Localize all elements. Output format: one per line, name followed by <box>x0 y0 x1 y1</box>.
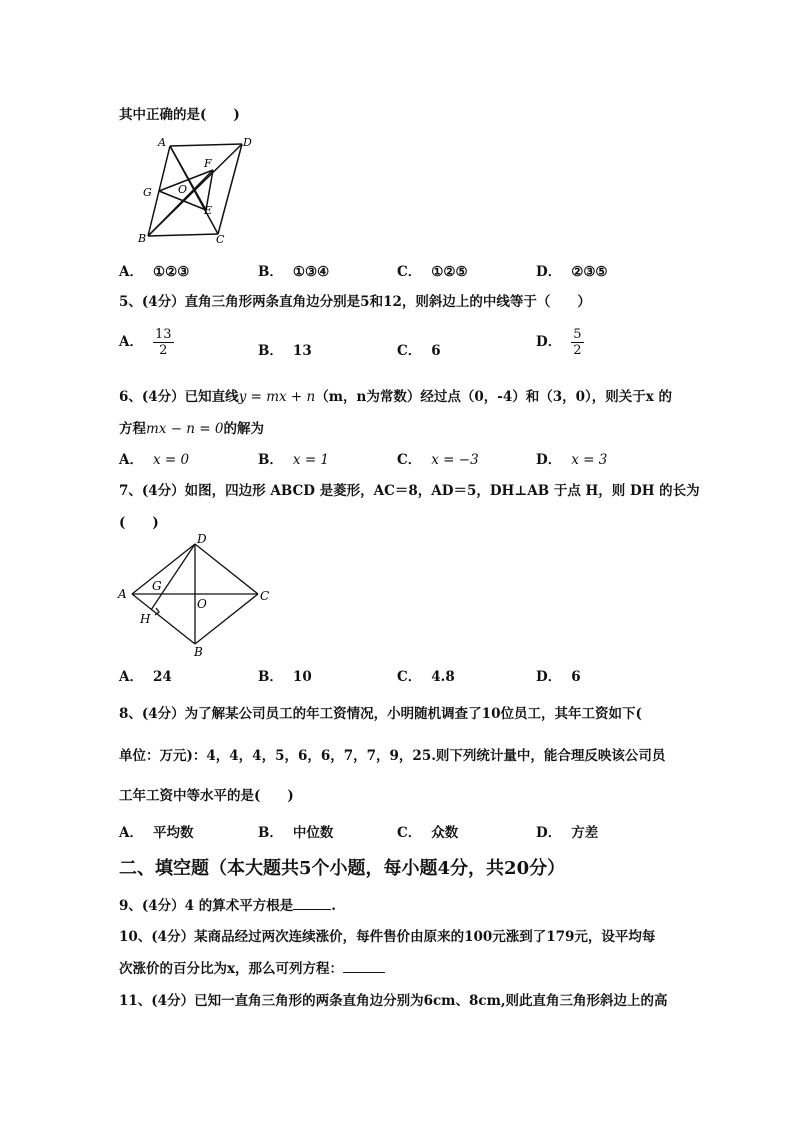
q7-label-c: C <box>260 589 270 603</box>
q8-line-1: 8、(4分）为了解某公司员工的年工资情况，小明随机调查了10位员工，其年工资如下( <box>119 706 642 722</box>
q5-option-c[interactable]: C． 6 <box>397 343 441 359</box>
q7-option-d[interactable]: D． 6 <box>536 669 581 685</box>
q4-label-o: O <box>178 183 188 196</box>
q7-label-d: D <box>197 532 207 546</box>
q7-figure <box>115 530 280 658</box>
q6-line-2: 方程mx − n = 0的解为 <box>119 421 264 437</box>
section-2-heading: 二、填空题（本大题共5个小题，每小题4分，共20分） <box>119 858 566 879</box>
q4-figure <box>138 130 258 248</box>
q7-option-b[interactable]: B． 10 <box>258 669 312 685</box>
q7-label-h: H <box>140 612 151 626</box>
q4-option-a[interactable]: A． ①②③ <box>119 264 190 280</box>
q7-line-1: 7、(4分）如图，四边形 ABCD 是菱形，AC＝8，AD＝5，DH⊥AB 于点 H，则 DH 的长为 <box>119 483 700 499</box>
q4-label-d: D <box>243 136 252 149</box>
q11-line-1: 11、(4分）已知一直角三角形的两条直角边分别为6cm、8cm,则此直角三角形斜边上的高 <box>119 993 668 1009</box>
q6-option-c[interactable]: C． x = −3 <box>397 452 479 468</box>
q10-line-1: 10、(4分）某商品经过两次连续涨价，每件售价由原来的100元涨到了179元，设平均每 <box>119 929 656 945</box>
q8-option-d[interactable]: D． 方差 <box>536 825 599 841</box>
q7-option-c[interactable]: C． 4.8 <box>397 669 455 685</box>
q9-stem: 9、(4分）4 的算术平方根是 . <box>119 898 336 914</box>
q8-line-3: 工年工资中等水平的是( ) <box>119 788 294 804</box>
q7-label-b: B <box>194 645 203 658</box>
q4-label-f: F <box>204 157 212 170</box>
q10-line-2: 次涨价的百分比为x，那么可列方程： <box>119 957 385 977</box>
q5-option-a[interactable]: A． $\frac{13}{2}$ <box>119 327 172 358</box>
q7-option-a[interactable]: A． 24 <box>119 669 172 685</box>
q6-line-equation: y = mx + n <box>238 389 316 405</box>
q8-option-c[interactable]: C． 众数 <box>397 825 459 841</box>
q8-option-b[interactable]: B． 中位数 <box>258 825 334 841</box>
q5-stem: 5、(4分）直角三角形两条直角边分别是5和12，则斜边上的中线等于（ ） <box>119 294 591 310</box>
q6-equation: mx − n = 0 <box>146 421 224 437</box>
q4-label-e: E <box>204 204 213 217</box>
q4-label-c: C <box>216 233 225 246</box>
q7-label-g: G <box>152 579 162 593</box>
q4-label-b: B <box>138 232 147 245</box>
q4-label-a: A <box>158 136 166 149</box>
q4-label-g: G <box>143 186 152 199</box>
q6-line-1: 6、(4分）已知直线y = mx + n（m，n为常数）经过点（0，-4）和（3，0），则关于x 的 <box>119 389 672 405</box>
q4-stem: 其中正确的是( ) <box>119 107 240 123</box>
q5-option-d[interactable]: D． $\frac{5}{2}$ <box>536 327 582 358</box>
q7-label-a: A <box>118 587 127 601</box>
q10-answer-blank[interactable] <box>343 960 385 973</box>
q5-option-a-fraction: $\frac{13}{2}$ <box>154 327 172 358</box>
q7-line-2: ( ) <box>119 515 159 531</box>
q5-option-b[interactable]: B． 13 <box>258 343 312 359</box>
q8-line-2: 单位：万元)：4，4，4，5，6，6，7，7，9，25.则下列统计量中，能合理反映该公司员 <box>119 748 666 764</box>
q4-option-b[interactable]: B． ①③④ <box>258 264 330 280</box>
q6-option-a[interactable]: A． x = 0 <box>119 452 190 468</box>
q6-option-d[interactable]: D． x = 3 <box>536 452 608 468</box>
q5-option-d-fraction: $\frac{5}{2}$ <box>573 327 582 358</box>
q9-answer-blank[interactable] <box>293 897 331 910</box>
q4-option-d[interactable]: D． ②③⑤ <box>536 264 608 280</box>
q6-option-b[interactable]: B． x = 1 <box>258 452 330 468</box>
q8-option-a[interactable]: A． 平均数 <box>119 825 194 841</box>
q4-option-c[interactable]: C． ①②⑤ <box>397 264 468 280</box>
q7-label-o: O <box>197 597 207 611</box>
